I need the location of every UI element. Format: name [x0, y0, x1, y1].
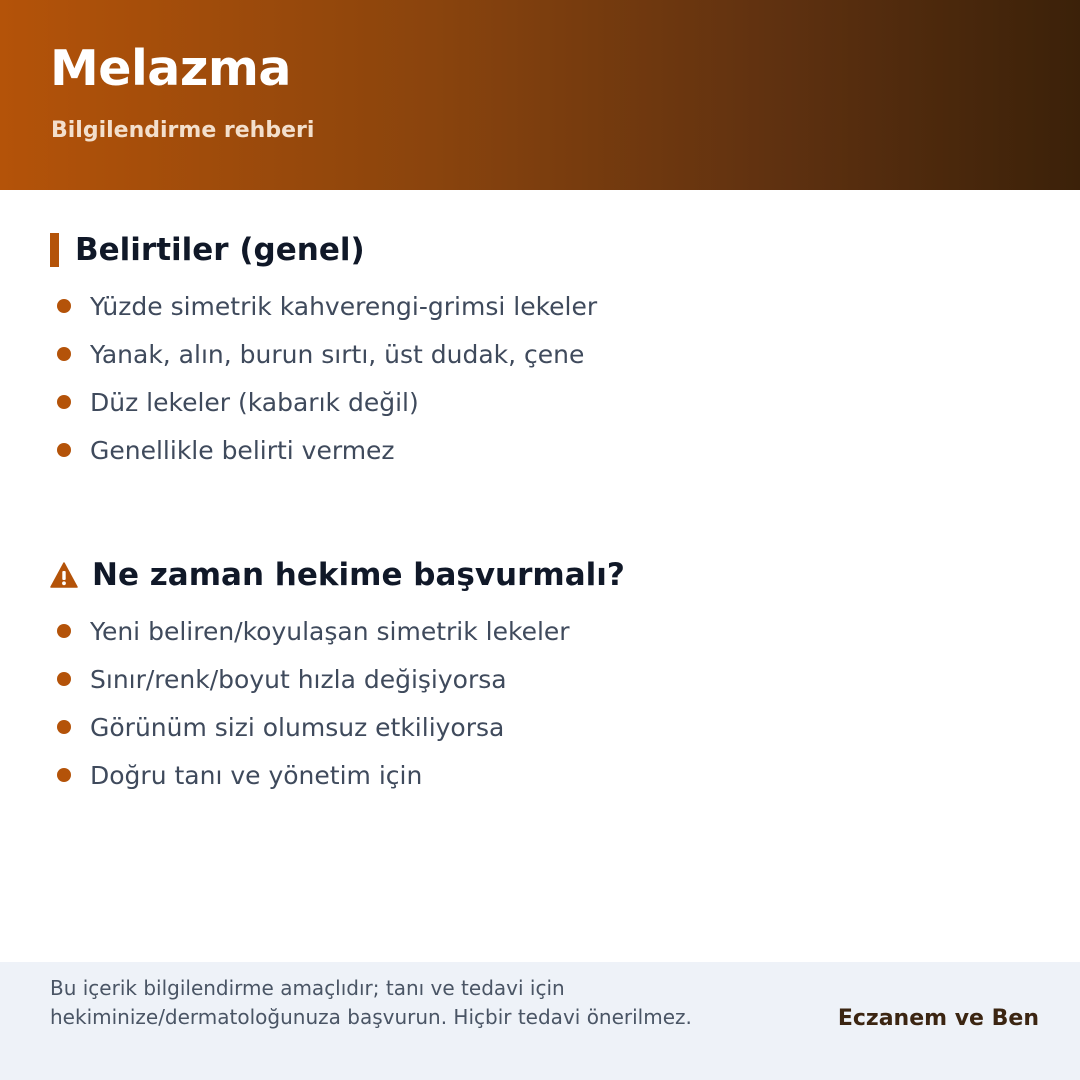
header-banner [0, 0, 1080, 190]
footer [0, 962, 1080, 1080]
bullet-dot-icon [57, 720, 71, 734]
bullet-dot-icon [57, 299, 71, 313]
brand-name: Eczanem ve Ben [837, 1006, 1039, 1031]
list-item-text: Yüzde simetrik kahverengi-grimsi lekeler [90, 291, 598, 321]
bullet-dot-icon [57, 672, 71, 686]
bullet-dot-icon [57, 443, 71, 457]
page-title: Melazma [50, 40, 291, 97]
symptoms-heading [50, 230, 1030, 270]
bullet-dot-icon [57, 624, 71, 638]
disclaimer-text: Bu içerik bilgilendirme amaçlıdır; tanı ve tedavi için hekiminize/dermatoloğunuza başvurun. Hiçbir tedavi önerilmez. [50, 976, 692, 1029]
list-item [50, 426, 1030, 474]
list-item-text: Yeni beliren/koyulaşan simetrik lekeler [90, 616, 570, 646]
list-item [50, 703, 1030, 751]
list-item-text: Doğru tanı ve yönetim için [90, 760, 423, 790]
warning-icon [50, 561, 78, 589]
symptoms-list [50, 282, 1030, 474]
bullet-dot-icon [57, 768, 71, 782]
bullet-dot-icon [57, 395, 71, 409]
list-item-text: Genellikle belirti vermez [90, 435, 395, 465]
list-item-text: Görünüm sizi olumsuz etkiliyorsa [90, 712, 505, 742]
list-item [50, 282, 1030, 330]
when-to-see-doctor-section [50, 555, 1030, 799]
list-item [50, 655, 1030, 703]
list-item-text: Yanak, alın, burun sırtı, üst dudak, çene [90, 339, 585, 369]
list-item [50, 378, 1030, 426]
bullet-dot-icon [57, 347, 71, 361]
list-item-text: Düz lekeler (kabarık değil) [90, 387, 419, 417]
when-to-see-doctor-heading [50, 555, 1030, 595]
when-to-see-doctor-title: Ne zaman hekime başvurmalı? [92, 556, 625, 593]
list-item-text: Sınır/renk/boyut hızla değişiyorsa [90, 664, 507, 694]
list-item [50, 607, 1030, 655]
symptoms-section [50, 230, 1030, 474]
when-to-see-doctor-list [50, 607, 1030, 799]
list-item [50, 751, 1030, 799]
accent-bar-marker [50, 233, 59, 267]
page-subtitle: Bilgilendirme rehberi [51, 118, 315, 143]
symptoms-title: Belirtiler (genel) [75, 231, 365, 268]
list-item [50, 330, 1030, 378]
